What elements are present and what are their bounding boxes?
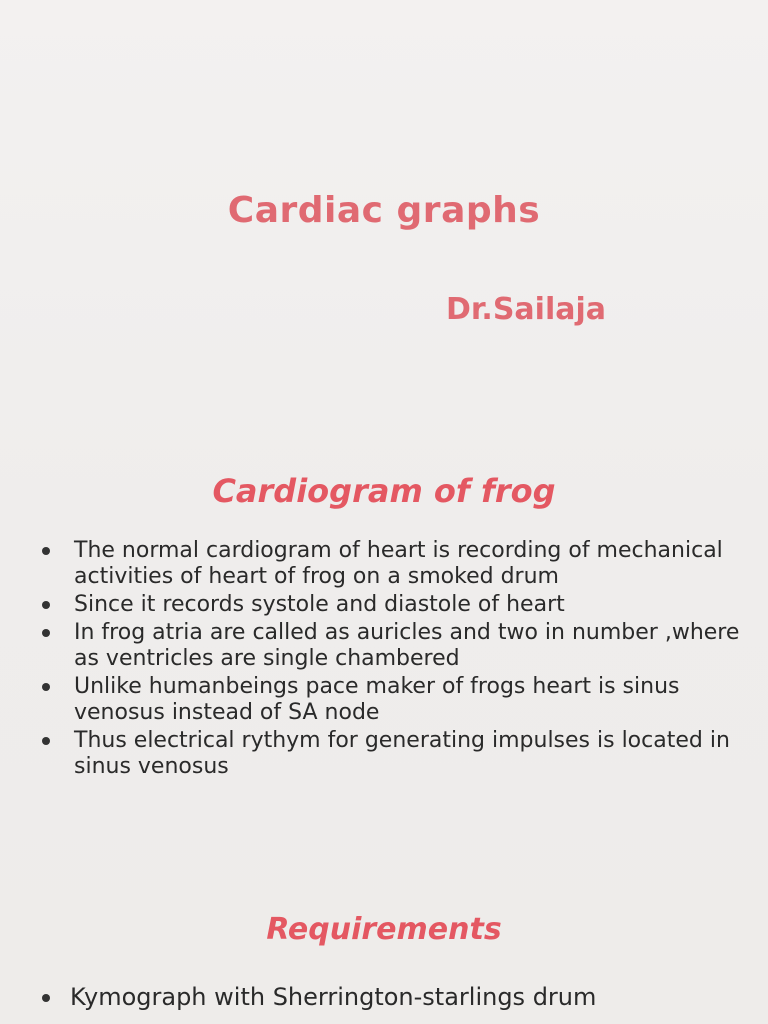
list-item-text: In frog atria are called as auricles and two in number ,where as ventricles are single chambered: [74, 620, 740, 671]
list-item-text: Thus electrical rythym for generating impulses is located in sinus venosus: [74, 728, 730, 779]
list-item-text: The normal cardiogram of heart is recording of mechanical activities of heart of frog on a smoked drum: [74, 538, 723, 589]
cardiogram-bullet-list: [42, 538, 742, 782]
bullet-icon: [42, 629, 50, 637]
bullet-icon: [42, 683, 50, 691]
page-title: Cardiac graphs: [227, 190, 541, 231]
bullet-icon: [42, 994, 50, 1002]
author-name: Dr.Sailaja: [446, 292, 607, 327]
list-item: [42, 674, 742, 726]
section-heading-requirements: Requirements: [266, 912, 502, 947]
list-item: [42, 728, 742, 780]
list-item-text: Since it records systole and diastole of heart: [74, 592, 565, 617]
bullet-icon: [42, 547, 50, 555]
list-item-text: Kymograph with Sherrington-starlings drum: [70, 983, 597, 1011]
requirements-bullet-list: [42, 982, 742, 1012]
bullet-icon: [42, 737, 50, 745]
list-item: [42, 620, 742, 672]
bullet-icon: [42, 601, 50, 609]
list-item-text: Unlike humanbeings pace maker of frogs heart is sinus venosus instead of SA node: [74, 674, 680, 725]
list-item: [42, 592, 742, 618]
section-heading-cardiogram: Cardiogram of frog: [212, 472, 556, 510]
list-item: [42, 538, 742, 590]
list-item: [42, 982, 742, 1012]
